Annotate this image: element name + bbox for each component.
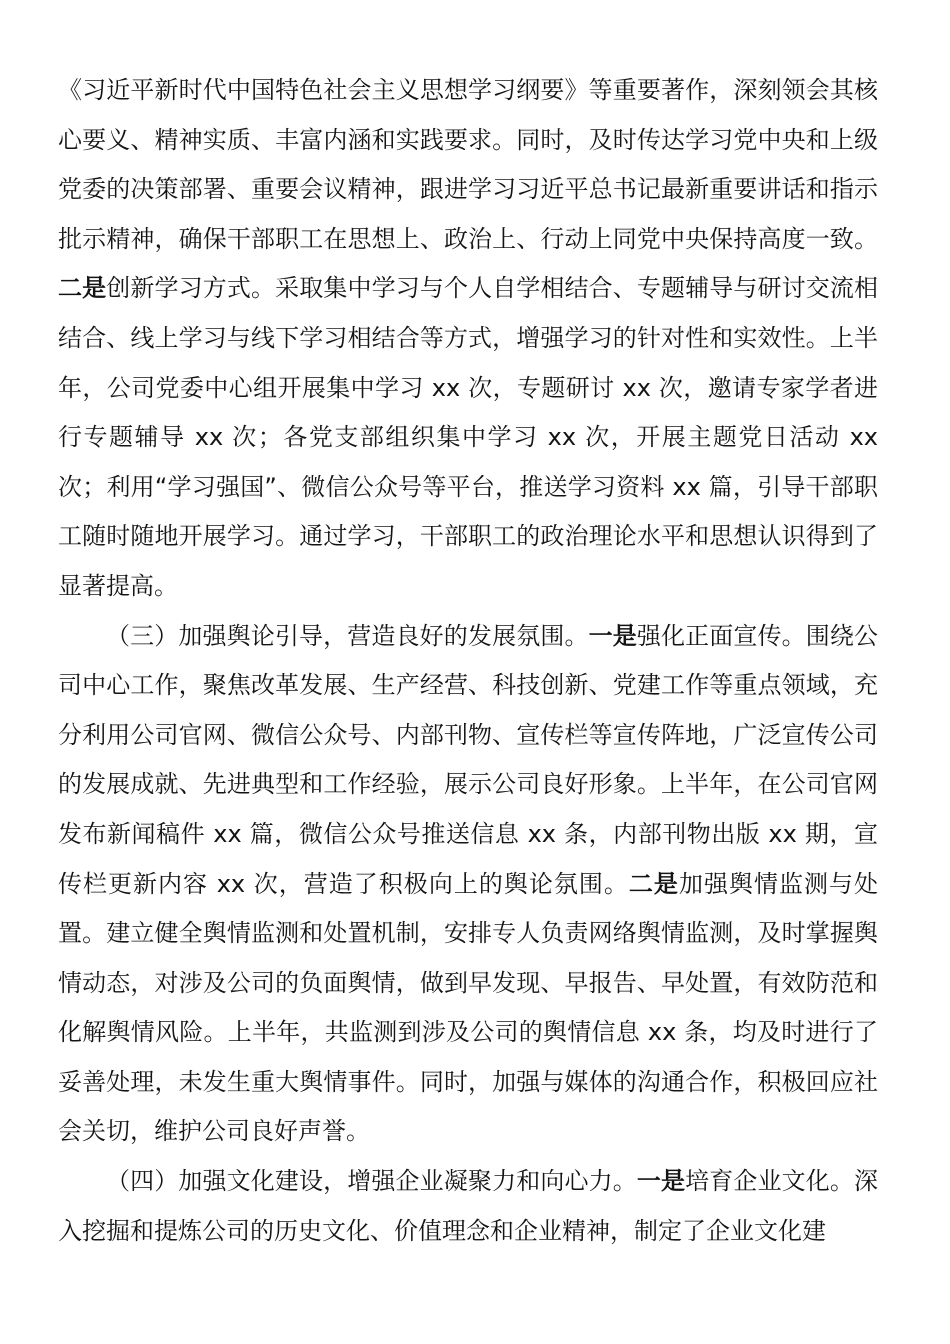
document-body: [58, 66, 878, 1256]
bold-marker: 一是: [588, 621, 637, 650]
paragraph-public-opinion: [58, 612, 878, 1158]
bold-marker: 二是: [628, 869, 679, 898]
section-heading: （三）加强舆论引导，营造良好的发展氛围。: [106, 621, 589, 650]
bold-marker: 二是: [58, 274, 107, 303]
paragraph-text: 加强舆情监测与处置。建立健全舆情监测和处置机制，安排专人负责网络舆情监测，及时掌握舆情动态，对涉及公司的负面舆情，做到早发现、早报告、早处置，有效防范和化解舆情风险。上半年，共监测到涉及公司的舆情信息 xx 条，均及时进行了妥善处理，未发生重大舆情事件。同时，加强与媒体的沟通合作，积极回应社会关切，维护公司良好声誉。: [58, 869, 879, 1146]
paragraph-culture: [58, 1157, 878, 1256]
paragraph-text: 创新学习方式。采取集中学习与个人自学相结合、专题辅导与研讨交流相结合、线上学习与线下学习相结合等方式，增强学习的针对性和实效性。上半年，公司党委中心组开展集中学习 xx 次，专题研讨 xx 次，邀请专家学者进行专题辅导 xx 次；各党支部组织集中学习 xx 次，开展主题党日活动 xx 次；利用“学习强国”、微信公众号等平台，推送学习资料 xx 篇，引导干部职工随时随地开展学习。通过学习，干部职工的政治理论水平和思想认识得到了显著提高。: [58, 274, 879, 600]
paragraph-text: 培育企业文化。深入挖掘和提炼公司的历史文化、价值理念和企业精神，制定了企业文化建: [58, 1167, 879, 1245]
paragraph-text: 强化正面宣传。围绕公司中心工作，聚焦改革发展、生产经营、科技创新、党建工作等重点领域，充分利用公司官网、微信公众号、内部刊物、宣传栏等宣传阵地，广泛宣传公司的发展成就、先进典型和工作经验，展示公司良好形象。上半年，在公司官网发布新闻稿件 xx 篇，微信公众号推送信息 xx 条，内部刊物出版 xx 期，宣传栏更新内容 xx 次，营造了积极向上的舆论氛围。: [58, 621, 879, 898]
bold-marker: 一是: [636, 1167, 686, 1196]
section-heading: （四）加强文化建设，增强企业凝聚力和向心力。: [106, 1167, 637, 1196]
paragraph-text: 《习近平新时代中国特色社会主义思想学习纲要》等重要著作，深刻领会其核心要义、精神实质、丰富内涵和实践要求。同时，及时传达学习党中央和上级党委的决策部署、重要会议精神，跟进学习习近平总书记最新重要讲话和指示批示精神，确保干部职工在思想上、政治上、行动上同党中央保持高度一致。: [58, 76, 878, 253]
paragraph-study-methods: [58, 66, 878, 612]
